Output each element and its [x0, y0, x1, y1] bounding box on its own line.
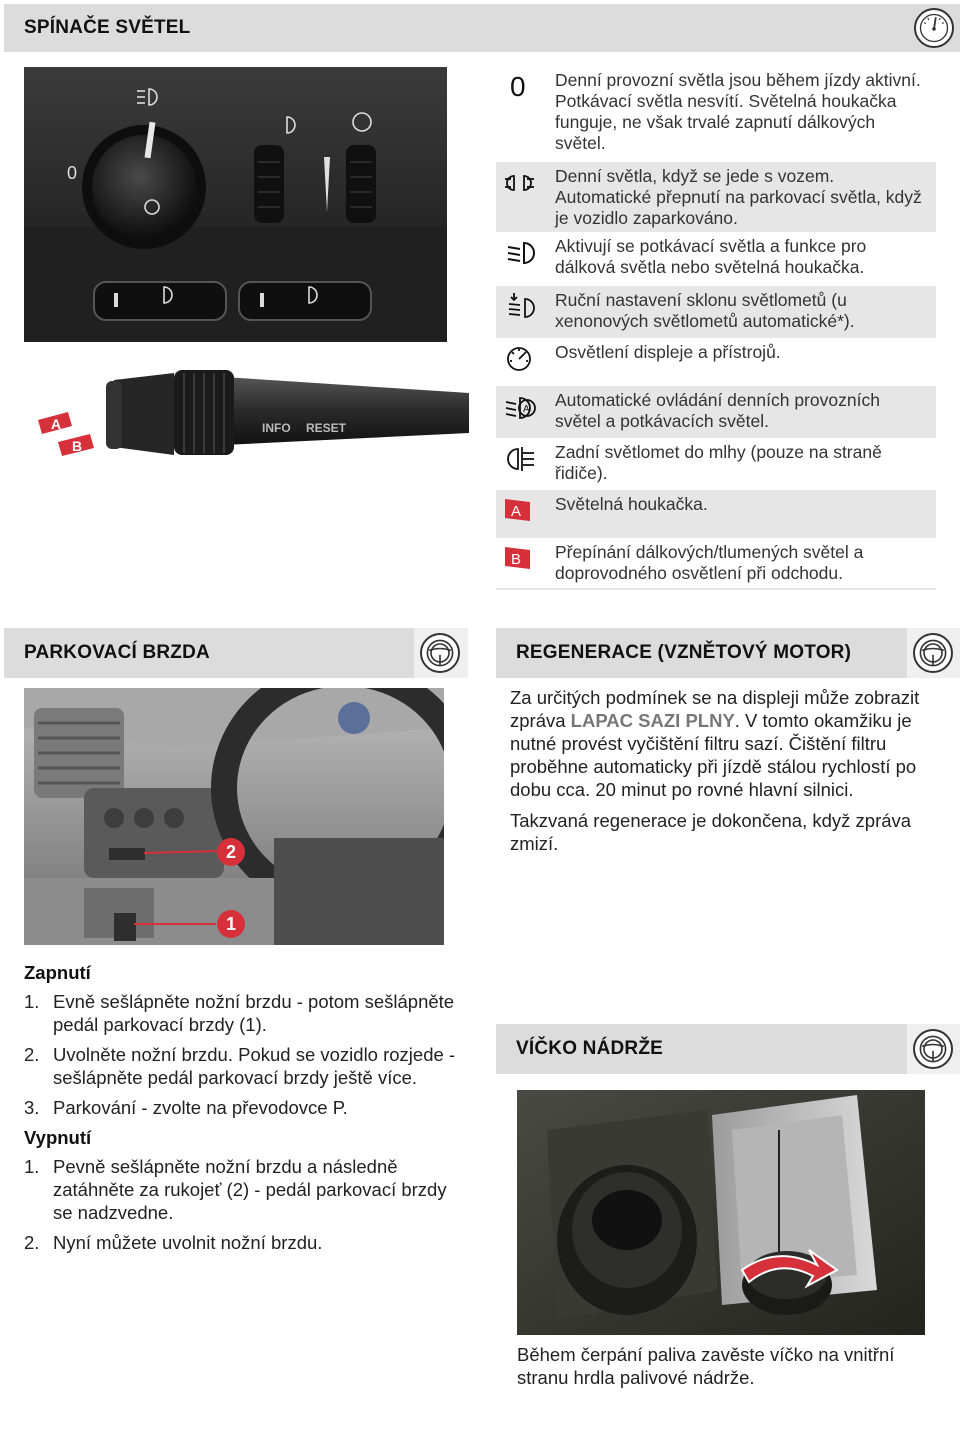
list-item: 1. Evně sešlápněte nožní brzdu - potom sešlápněte pedál parkovací brzdy (1).	[24, 991, 455, 1035]
table-row	[496, 66, 936, 162]
badge-a-icon	[505, 499, 530, 521]
rear-fog-icon	[504, 444, 540, 474]
regeneration-paragraph-2: Takzvaná regenerace je dokončena, když zpráva zmizí.	[510, 810, 912, 854]
engage-heading: Zapnutí	[24, 962, 91, 983]
low-beam-icon	[504, 238, 540, 268]
headlight-level-icon	[504, 292, 540, 322]
fuel-cap-title: VÍČKO NÁDRŽE	[516, 1038, 664, 1059]
row-text: Zadní světlomet do mlhy (pouze na straně řidiče).	[555, 442, 882, 483]
table-row	[496, 386, 936, 438]
row-text: Osvětlení displeje a přístrojů.	[555, 342, 781, 362]
table-row	[496, 538, 936, 590]
fuel-cap-photo	[517, 1090, 925, 1335]
regeneration-header	[496, 628, 960, 678]
list-item: 3. Parkování - zvolte na převodovce P.	[24, 1097, 348, 1118]
row-text: Aktivují se potkávací světla a funkce pro dálková světla nebo světelná houkačka.	[555, 236, 867, 277]
engage-steps	[24, 990, 464, 1119]
lights-section-title: SPÍNAČE SVĚTEL	[24, 17, 191, 38]
svg-text:A: A	[511, 503, 522, 520]
zero-symbol: 0	[510, 71, 526, 102]
instrument-lighting-icon	[504, 344, 540, 374]
auto-light-icon	[504, 392, 540, 422]
table-row	[496, 338, 936, 386]
row-text: Denní provozní světla jsou během jízdy aktivní. Potkávací světla nesvítí. Světelná houkačka funguje, ne však trvalé zapnutí dálkových světel.	[555, 70, 921, 153]
callout-a-text: A	[51, 416, 62, 432]
callout-2: 2	[217, 838, 245, 866]
gauge-icon	[914, 8, 954, 48]
svg-text:B: B	[511, 551, 522, 568]
reset-label: RESET	[306, 421, 347, 435]
parking-brake-header	[4, 628, 468, 678]
release-steps	[24, 1155, 464, 1254]
fuel-cap-header	[496, 1024, 960, 1074]
table-row	[496, 286, 936, 338]
table-row	[496, 162, 936, 232]
message-highlight: LAPAC SAZI PLNY	[570, 710, 735, 731]
regeneration-title: REGENERACE (VZNĚTOVÝ MOTOR)	[516, 642, 852, 663]
badge-b-icon	[505, 547, 530, 569]
list-item: 2. Nyní můžete uvolnit nožní brzdu.	[24, 1232, 323, 1253]
callout-b-text: B	[72, 438, 83, 454]
callout-1: 1	[217, 910, 245, 938]
lights-row-divider	[496, 588, 936, 590]
stalk-callouts	[38, 412, 102, 460]
table-row	[496, 232, 936, 286]
parking-brake-title: PARKOVACÍ BRZDA	[24, 642, 210, 663]
steering-wheel-icon	[913, 1029, 953, 1069]
release-heading: Vypnutí	[24, 1127, 92, 1148]
light-switch-table	[496, 66, 936, 590]
steering-wheel-icon	[913, 633, 953, 673]
table-row	[496, 490, 936, 538]
info-label: INFO	[262, 421, 291, 435]
row-text: Automatické ovládání denních provozních světel a potkávacích světel.	[555, 390, 880, 431]
row-text: Světelná houkačka.	[555, 494, 708, 514]
light-switch-panel-photo	[24, 67, 447, 342]
row-text: Ruční nastavení sklonu světlometů (u xenonových světlometů automatické*).	[555, 290, 855, 331]
steering-wheel-icon	[420, 633, 460, 673]
list-item: 2. Uvolněte nožní brzdu. Pokud se vozidlo rozjede - sešlápněte pedál parkovací brzdy ještě více.	[24, 1044, 456, 1088]
table-row	[496, 438, 936, 490]
lights-section-header	[4, 4, 960, 52]
regeneration-paragraph-1: Za určitých podmínek se na displeji může zobrazit zpráva LAPAC SAZI PLNY. V tomto okamžiku je nutné provést vyčištění filtru sazí. Čištění filtru proběhne automaticky při jízdě stálou rychlostí po dobu cca. 20 minut po rovné hlavní silnici.	[510, 687, 920, 800]
parking-brake-text	[24, 961, 464, 1261]
list-item: 1. Pevně sešlápněte nožní brzdu a následně zatáhněte za rukojeť (2) - pedál parkovací brzdy se nadzvedne.	[24, 1156, 447, 1223]
regeneration-text	[510, 686, 940, 863]
row-text: Přepínání dálkových/tlumených světel a doprovodného osvětlení při odchodu.	[555, 542, 864, 583]
row-text: Denní světla, když se jede s vozem. Automatické přepnutí na parkovací světla, když je vozidlo zaparkováno.	[555, 166, 922, 228]
parking-brake-photo	[24, 688, 444, 945]
svg-text:A: A	[523, 404, 530, 415]
switch-zero-label: 0	[67, 163, 78, 183]
fuel-cap-caption: Během čerpání paliva zavěste víčko na vnitřní stranu hrdla palivové nádrže.	[517, 1344, 895, 1388]
parking-light-icon	[504, 168, 540, 198]
